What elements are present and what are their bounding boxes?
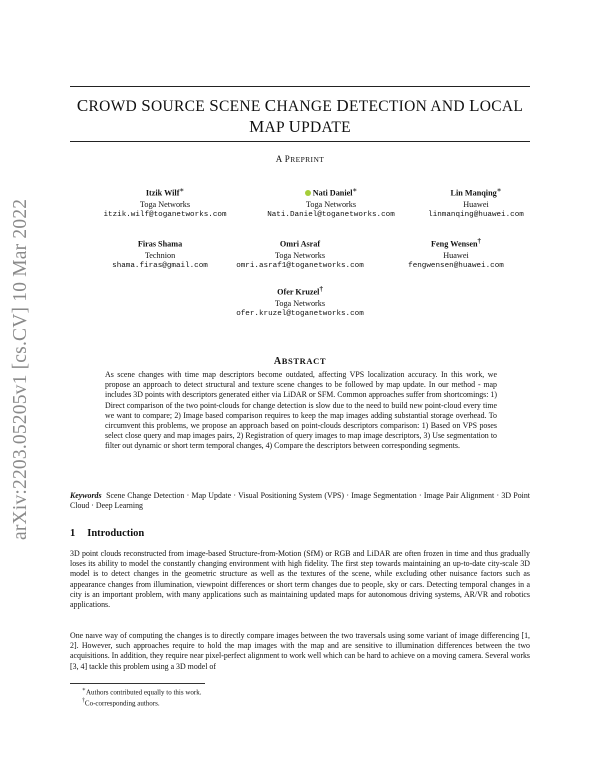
title-top-rule — [70, 86, 530, 87]
abstract-text: As scene changes with time map descriptors become outdated, affecting VPS localization accuracy. In this work, we propose an approach to detect structural and texture scene changes to be followed by map update. In our method - map includes 3D points with descriptors generated either via LiDAR or SFM. Common approaches suffer from shortcomings: 1) Direct comparison of the two point-clouds for change detection is slow due to the need to build new point-cloud every time we want to compare; 2) Image based comparison requires to keep the map images adding substantial storage overhead. To circumvent this problems, we propose an approach based on point-clouds descriptors comparison: 1) Based on VPS poses select close query and map images pairs, 2) Registration of query images to map image descriptors, 3) Use segmentation to filter out dynamic or short term temporal changes, 4) Compare the descriptors between corresponding segments. — [105, 370, 497, 451]
author-email[interactable]: Nati.Daniel@toganetworks.com — [267, 210, 395, 219]
preprint-label: A PREPRINT — [275, 154, 325, 164]
keywords — [70, 491, 530, 511]
author-block: Feng Wensen† Huawei fengwensen@huawei.com — [366, 236, 546, 272]
title-line-2: MAP UPDATE — [249, 117, 351, 136]
footnote: ∗Authors contributed equally to this work. — [82, 687, 202, 697]
author-email[interactable]: omri.asraf1@toganetworks.com — [236, 261, 364, 270]
author-block: Nati Daniel∗ Toga Networks Nati.Daniel@toganetworks.com — [241, 185, 421, 221]
keywords-label: Keywords — [70, 491, 102, 500]
section-heading: 1 Introduction — [70, 528, 145, 539]
author-email[interactable]: fengwensen@huawei.com — [408, 261, 504, 270]
author-email[interactable]: linmanqing@huawei.com — [428, 210, 524, 219]
author-block: Itzik Wilf∗ Toga Networks itzik.wilf@toganetworks.com — [75, 185, 255, 221]
title-line-1: CROWD SOURCE SCENE CHANGE DETECTION AND LOCAL — [76, 96, 524, 115]
author-email[interactable]: itzik.wilf@toganetworks.com — [103, 210, 227, 219]
author-email[interactable]: ofer.kruzel@toganetworks.com — [236, 309, 364, 318]
author-block: Omri Asraf Toga Networks omri.asraf1@toganetworks.com — [210, 236, 390, 272]
author-block: Ofer Kruzel† Toga Networks ofer.kruzel@toganetworks.com — [210, 284, 390, 320]
author-block: Lin Manqing∗ Huawei linmanqing@huawei.com — [386, 185, 566, 221]
keywords-list: Scene Change Detection · Map Update · Visual Positioning System (VPS) · Image Segmentation · Image Pair Alignment · 3D Point Cloud · Deep Learning — [70, 491, 530, 511]
footnote-rule — [70, 683, 205, 684]
abstract-heading: ABSTRACT — [273, 356, 327, 367]
author-email[interactable]: shama.firas@gmail.com — [112, 261, 208, 270]
arxiv-identifier: arXiv:2203.05205v1 [cs.CV] 10 Mar 2022 — [10, 198, 31, 540]
footnote: †Co-corresponding authors. — [82, 698, 160, 708]
author-block: Firas Shama Technion shama.firas@gmail.com — [70, 236, 250, 272]
paragraph: One naıve way of computing the changes is to directly compare images between the two traversals using some variant of image differencing [1, 2]. However, such approaches require to hold the map images with the map and are sensitive to illumination differences between the two acquisitions. In addition, they require near pixel-perfect alignment to work well which can be hard to achieve on a moving camera. Several works [3, 4] tackle this problem using a 3D model of — [70, 631, 530, 671]
orcid-icon[interactable] — [305, 190, 311, 196]
paragraph: 3D point clouds reconstructed from image-based Structure-from-Motion (SfM) or RGB and LiDAR are often frozen in time and thus gradually loses its ability to model the constantly changing environment with high fidelity. The first step towards maintaining an up-to-date city-scale 3D model is to detect changes in the geometric structure as well as the textures of the scene, while excluding other nuisance factors such as appearance changes from illumination, viewpoint differences or short term changes due to people, sky or cars. Detecting temporal changes in a city is an important problem, with many applications such as maintaining updated maps for autonomous driving systems, AR/VR and robotics applications. — [70, 549, 530, 610]
paper-title — [70, 96, 530, 138]
title-bottom-rule — [70, 141, 530, 142]
